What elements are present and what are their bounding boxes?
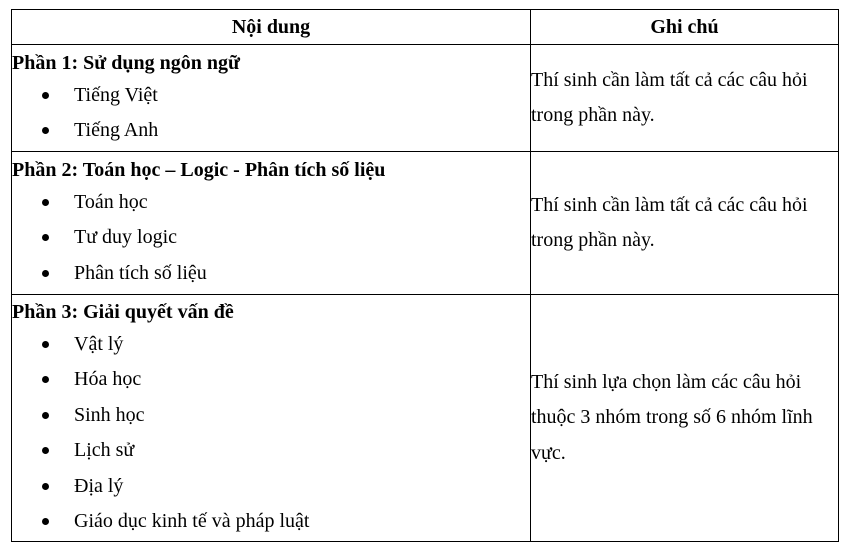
topic-label: Tiếng Anh: [74, 119, 159, 141]
bullet-icon: [42, 447, 49, 454]
exam-structure-table: [11, 9, 839, 542]
topic-label: Toán học: [74, 190, 148, 213]
section-title: Phần 3: Giải quyết vấn đề: [12, 300, 234, 323]
topic-label: Vật lý: [74, 332, 124, 355]
list-item: [12, 398, 530, 434]
table-row: [12, 295, 839, 542]
topic-list: [12, 327, 530, 540]
table-row: [12, 45, 839, 152]
section-note: Thí sinh cần làm tất cả các câu hỏi trong phần này.: [531, 152, 839, 295]
table-row: [12, 152, 839, 295]
header-note: Ghi chú: [531, 10, 839, 45]
topic-label: Tư duy logic: [74, 226, 178, 249]
bullet-icon: [42, 234, 49, 241]
section-title: Phần 1: Sử dụng ngôn ngữ: [12, 51, 240, 74]
list-item: [12, 433, 530, 469]
section-note: Thí sinh cần làm tất cả các câu hỏi trong phần này.: [531, 45, 839, 152]
bullet-icon: [42, 127, 49, 134]
topic-label: Giáo dục kinh tế và pháp luật: [74, 510, 310, 532]
table-header-row: [12, 10, 839, 45]
list-item: [12, 256, 530, 292]
bullet-icon: [42, 412, 49, 419]
topic-label: Sinh học: [74, 403, 145, 426]
header-content: Nội dung: [12, 10, 531, 45]
bullet-icon: [42, 483, 49, 490]
section-title: Phần 2: Toán học – Logic - Phân tích số liệu: [12, 158, 386, 181]
topic-label: Địa lý: [74, 474, 124, 497]
list-item: [12, 78, 530, 114]
section-content-cell: [12, 152, 531, 295]
bullet-icon: [42, 341, 49, 348]
section-content-cell: [12, 45, 531, 152]
bullet-icon: [42, 199, 49, 206]
bullet-icon: [42, 376, 49, 383]
list-item: [12, 185, 530, 221]
topic-label: Lịch sử: [74, 439, 135, 461]
list-item: [12, 327, 530, 363]
list-item: [12, 220, 530, 256]
list-item: [12, 469, 530, 505]
topic-label: Phân tích số liệu: [74, 261, 207, 284]
list-item: [12, 504, 530, 540]
list-item: [12, 113, 530, 149]
section-content-cell: [12, 295, 531, 542]
bullet-icon: [42, 518, 49, 525]
topic-label: Hóa học: [74, 368, 142, 390]
topic-list: [12, 78, 530, 149]
topic-list: [12, 185, 530, 292]
bullet-icon: [42, 92, 49, 99]
section-note: Thí sinh lựa chọn làm các câu hỏi thuộc 3 nhóm trong số 6 nhóm lĩnh vực.: [531, 295, 839, 542]
bullet-icon: [42, 270, 49, 277]
list-item: [12, 362, 530, 398]
topic-label: Tiếng Việt: [74, 83, 158, 106]
